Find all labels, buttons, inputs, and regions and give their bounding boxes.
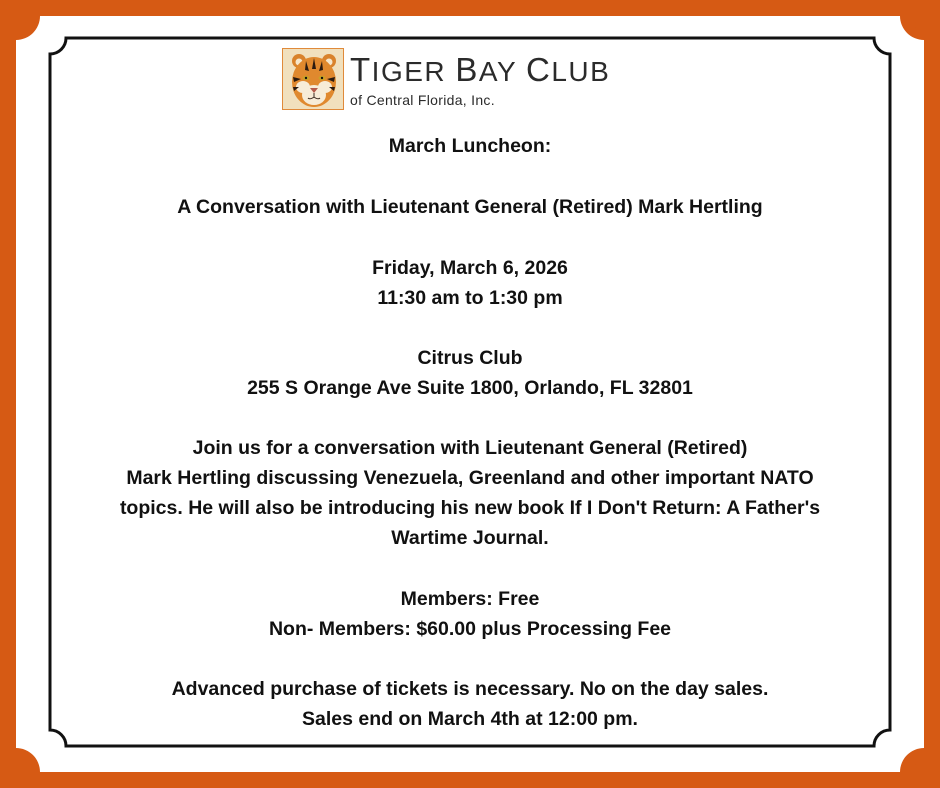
description-line: Wartime Journal. — [391, 527, 549, 549]
nonmembers-price: Non- Members: $60.00 plus Processing Fee — [268, 618, 672, 640]
description-line: Join us for a conversation with Lieutenant General (Retired) — [192, 437, 748, 459]
description-line: topics. He will also be introducing his new book If I Don't Return: A Father's — [119, 497, 821, 519]
club-name: TIGER BAY CLUB — [350, 51, 611, 88]
corner-dot-bottom-left — [22, 757, 32, 767]
event-date: Friday, March 6, 2026 — [372, 257, 568, 279]
club-subtitle: of Central Florida, Inc. — [350, 92, 495, 108]
description-line: Mark Hertling discussing Venezuela, Greenland and other important NATO — [126, 467, 814, 489]
purchase-notice: Advanced purchase of tickets is necessary. No on the day sales. — [171, 678, 769, 700]
event-venue: Citrus Club — [417, 347, 523, 369]
event-address: 255 S Orange Ave Suite 1800, Orlando, FL 32801 — [247, 377, 693, 399]
ticket-content — [40, 40, 900, 745]
sales-end-notice: Sales end on March 4th at 12:00 pm. — [302, 708, 638, 730]
event-title: A Conversation with Lieutenant General (Retired) Mark Hertling — [177, 196, 763, 218]
corner-dot-top-right — [906, 20, 916, 30]
club-logo — [282, 48, 662, 112]
members-price: Members: Free — [400, 588, 540, 610]
event-heading: March Luncheon: — [388, 135, 552, 157]
tiger-face-icon — [282, 48, 344, 110]
corner-dot-bottom-right — [906, 757, 916, 767]
corner-dot-top-left — [25, 20, 35, 30]
event-time: 11:30 am to 1:30 pm — [377, 287, 563, 309]
